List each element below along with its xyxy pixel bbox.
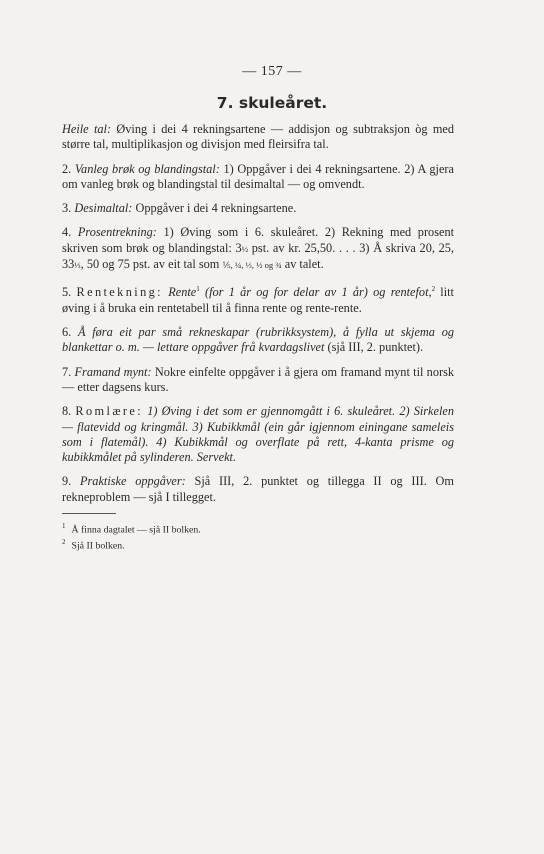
footnote-2 — [62, 536, 454, 552]
paragraph-5 — [62, 282, 454, 316]
paragraph-5-italic-1: Rente — [163, 285, 197, 300]
paragraph-4 — [62, 225, 454, 273]
paragraph-8-number: 8. — [62, 404, 72, 419]
footnote-1 — [62, 520, 454, 536]
paragraph-7 — [62, 365, 454, 396]
paragraph-1-text: Øving i dei 4 rekningsartene — addisjon og subtraksjon òg med større tal, multiplikasjon og divisjon med fleirsifra tal. — [62, 122, 455, 152]
paragraph-2-lead: Vanleg brøk og blandingstal: — [74, 161, 220, 176]
paragraph-4-text-b: pst. av kr. 25,50. . . . 3) Å skriva 20, 25, 33 — [62, 240, 454, 272]
fraction-third: ⅓ — [74, 260, 81, 271]
paragraph-5-text: litt øving i å bruka ein rentetabell til å finna rente og rente-rente. — [62, 285, 454, 315]
paragraph-5-italic-2: (for 1 år og for delar av 1 år) og rentefot, — [199, 285, 432, 300]
paragraph-6-italic: Å føra eit par små rekneskapar (rubrikksystem), å fylla ut skjema og blankettar o. m. — lettare oppgåver frå kvardagslivet — [62, 325, 454, 355]
paragraph-8-lead: Romlære: — [75, 404, 144, 419]
footnotes — [62, 520, 454, 553]
footnote-2-mark: 2 — [62, 538, 66, 547]
footnote-ref-2: 2 — [431, 285, 436, 294]
footnote-1-mark: 1 — [62, 522, 66, 531]
page-number: — 157 — — [242, 64, 302, 79]
footnote-1-text: Å finna dagtalet — sjå II bolken. — [71, 524, 201, 536]
paragraph-3-text: Oppgåver i dei 4 rekningsartene. — [132, 201, 297, 216]
paragraph-9-text: Sjå III, 2. punktet og tillegga II og III. Om rekneproblem — sjå I tillegget. — [62, 474, 455, 504]
paragraph-5-number: 5. — [62, 285, 72, 300]
footnote-2-text: Sjå II bolken. — [71, 540, 125, 552]
paragraph-4-text-d: av talet. — [281, 257, 324, 272]
paragraph-3 — [62, 201, 454, 216]
content-body — [62, 122, 454, 553]
paragraph-9 — [62, 474, 454, 505]
fraction-half: ½ — [241, 243, 249, 254]
paragraph-3-number: 3. — [62, 201, 72, 216]
footnote-ref-1: 1 — [196, 285, 200, 294]
paragraph-3-lead: Desimaltal: — [74, 201, 133, 216]
paragraph-1-lead: Heile tal: — [62, 122, 112, 136]
paragraph-4-text-a: 1) Øving som i 6. skuleåret. 2) Rekning med prosent skriven som brøk og blandingstal: 3 — [62, 225, 455, 255]
paragraph-4-number: 4. — [62, 225, 72, 240]
paragraph-8-italic: 1) Øving i det som er gjennomgått i 6. skuleåret. 2) Sirkelen — flatevidd og kringmål. 3) Kubikkmål (ein går igjennom einingane sameleis som i flatemål). 4) Kubikkmål og overflate på rett, 4-kanta prisme og kubikkmålet på sylinderen. Servekt. — [62, 404, 454, 465]
footnote-divider — [62, 513, 116, 514]
paragraph-7-lead: Framand mynt: — [74, 364, 152, 379]
paragraph-1 — [62, 122, 454, 153]
paragraph-2-number: 2. — [62, 161, 72, 176]
paragraph-6-number: 6. — [62, 325, 72, 340]
paragraph-9-lead: Praktiske oppgåver: — [80, 474, 186, 489]
paragraph-6 — [62, 325, 454, 356]
paragraph-8 — [62, 404, 454, 465]
paragraph-9-number: 9. — [62, 474, 72, 489]
paragraph-4-text-c: , 50 og 75 pst. av eit tal som — [80, 257, 223, 272]
paragraph-7-number: 7. — [62, 364, 72, 379]
paragraph-5-lead: Rentekning: — [76, 285, 163, 300]
paragraph-2 — [62, 162, 454, 193]
paragraph-4-lead: Prosentrekning: — [77, 225, 157, 240]
section-title: 7. skuleåret. — [216, 94, 328, 112]
paragraph-6-text: (sjå III, 2. punktet). — [324, 340, 424, 355]
paragraph-7-text: Nokre einfelte oppgåver i å gjera om framand mynt til norsk — etter dagsens kurs. — [62, 364, 455, 394]
paragraph-2-text: 1) Oppgåver i dei 4 rekningsartene. 2) A gjera om vanleg brøk og blandingstal til desimaltal — og omvendt. — [62, 161, 454, 191]
fraction-list: ⅕, ¼, ⅓, ½ og ¾ — [222, 260, 282, 271]
